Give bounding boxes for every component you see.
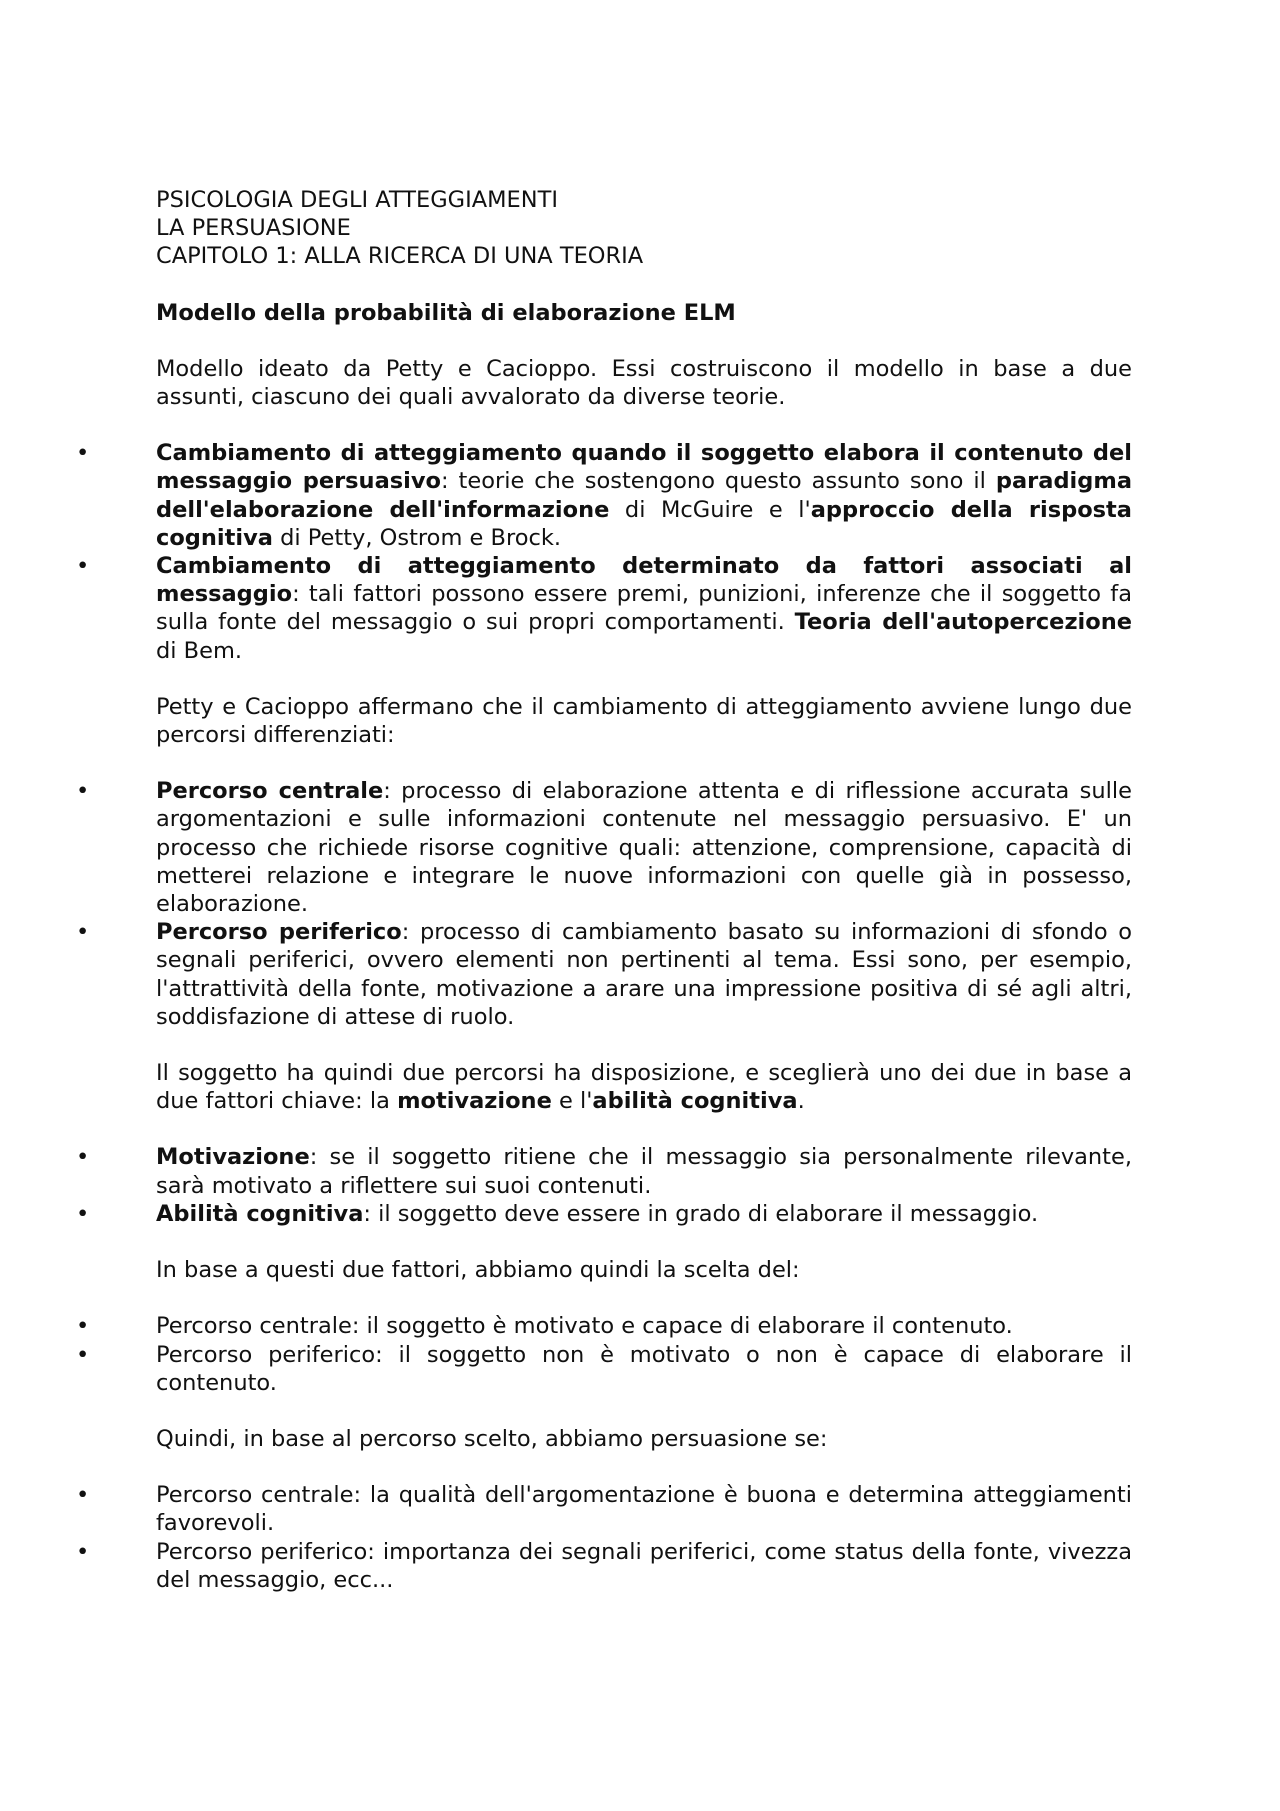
- course-title: PSICOLOGIA DEGLI ATTEGGIAMENTI: [156, 187, 558, 213]
- list-item: • Percorso centrale: processo di elaborazione attenta e di riflessione accurata sulle argomentazioni e sulle informazioni contenute nel messaggio persuasivo. E' un processo che richiede risorse cognitive quali: attenzione, comprensione, capacità di metterei relazione e integrare le nuove informazioni con quelle già in possesso, elaborazione.: [76, 778, 1132, 918]
- bullet-icon: •: [76, 1341, 90, 1368]
- bullet-icon: •: [76, 1313, 90, 1340]
- list-item: • Cambiamento di atteggiamento determinato da fattori associati al messaggio: tali fattori possono essere premi, punizioni, inferenze che il soggetto fa sulla fonte del messaggio o sui propri comportamenti. Teoria dell'autopercezione di Bem.: [76, 553, 1132, 664]
- list-item: • Percorso centrale: la qualità dell'argomentazione è buona e determina atteggiamenti favorevoli.: [76, 1482, 1132, 1537]
- bullet-icon: •: [76, 919, 90, 946]
- bullet-icon: •: [76, 1144, 90, 1171]
- fattori-intro-paragraph: Il soggetto ha quindi due percorsi ha disposizione, e sceglierà uno dei due in base a due fattori chiave: la motivazione e l'abilità cognitiva.: [156, 1060, 1132, 1115]
- persuasione-intro-paragraph: Quindi, in base al percorso scelto, abbiamo persuasione se:: [156, 1425, 828, 1452]
- bullet-icon: •: [76, 553, 90, 580]
- topic-title: LA PERSUASIONE: [156, 215, 351, 242]
- list-item: • Percorso periferico: importanza dei segnali periferici, come status della fonte, vivezza del messaggio, ecc...: [76, 1538, 1132, 1593]
- bullet-icon: •: [76, 1200, 90, 1227]
- list-item: • Percorso centrale: il soggetto è motivato e capace di elaborare il contenuto.: [76, 1313, 1013, 1340]
- bullet-icon: •: [76, 1482, 90, 1509]
- bullet-icon: •: [76, 1538, 90, 1565]
- document-header: [156, 186, 1132, 271]
- list-item: • Percorso periferico: il soggetto non è motivato o non è capace di elaborare il contenuto.: [76, 1341, 1132, 1396]
- scelta-intro-paragraph: In base a questi due fattori, abbiamo quindi la scelta del:: [156, 1257, 800, 1284]
- list-item: • Abilità cognitiva: il soggetto deve essere in grado di elaborare il messaggio.: [76, 1200, 1039, 1227]
- bullet-icon: •: [76, 440, 90, 467]
- list-item: • Motivazione: se il soggetto ritiene che il messaggio sia personalmente rilevante, sarà motivato a riflettere sui suoi contenuti.: [76, 1144, 1132, 1199]
- section-title: Modello della probabilità di elaborazione ELM: [156, 299, 736, 326]
- bullet-icon: •: [76, 778, 90, 805]
- intro-paragraph: Modello ideato da Petty e Cacioppo. Essi costruiscono il modello in base a due assunti, ciascuno dei quali avvalorato da diverse teorie.: [156, 355, 1132, 411]
- list-item: • Percorso periferico: processo di cambiamento basato su informazioni di sfondo o segnali periferici, ovvero elementi non pertinenti al tema. Essi sono, per esempio, l'attrattività della fonte, motivazione a arare una impressione positiva di sé agli altri, soddisfazione di attese di ruolo.: [76, 919, 1133, 1030]
- chapter-title: CAPITOLO 1: ALLA RICERCA DI UNA TEORIA: [156, 243, 644, 270]
- list-item: • Cambiamento di atteggiamento quando il soggetto elabora il contenuto del messaggio persuasivo: teorie che sostengono questo assunto sono il paradigma dell'elaborazione dell'informazione di McGuire e l'approccio della risposta cognitiva di Petty, Ostrom e Brock.: [76, 440, 1132, 551]
- document-page: [76, 186, 1133, 1594]
- percorsi-intro-paragraph: Petty e Cacioppo affermano che il cambiamento di atteggiamento avviene lungo due percorsi differenziati:: [156, 693, 1132, 749]
